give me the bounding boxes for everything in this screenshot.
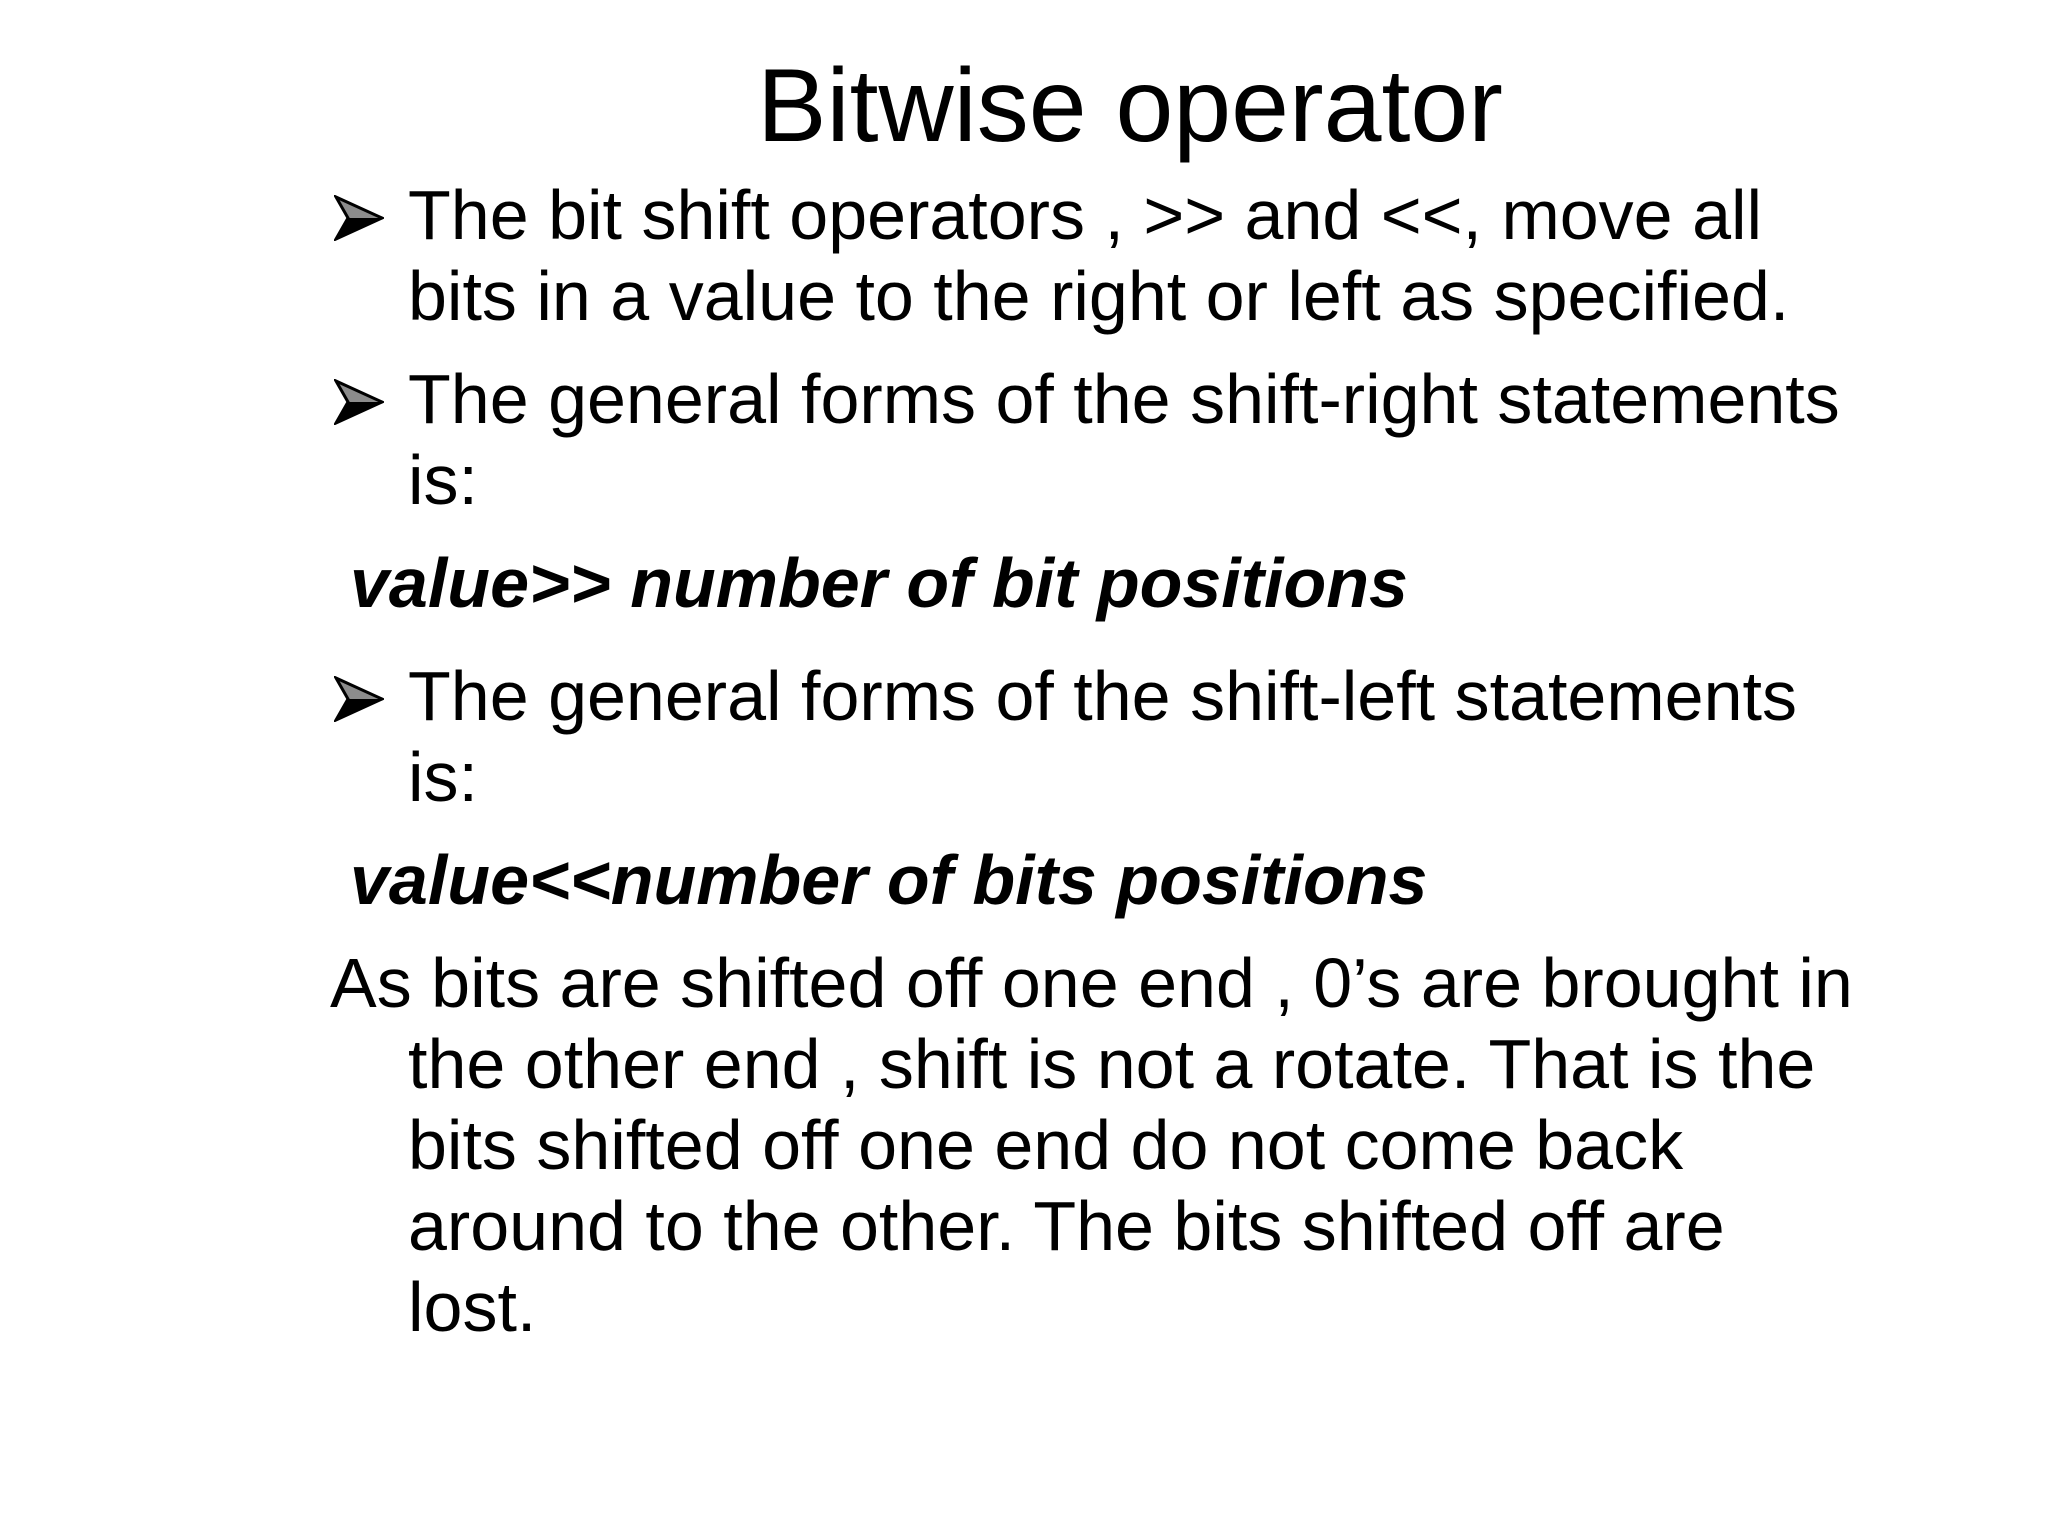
paragraph-line: lost. <box>408 1268 537 1346</box>
paragraph-line: As bits are shifted off one end , 0’s are brought in <box>330 944 1853 1022</box>
arrowhead-bullet-icon <box>330 175 392 256</box>
formula-shift-right: value>> number of bit positions <box>350 544 1408 622</box>
paragraph-line: around to the other. The bits shifted off are <box>408 1187 1725 1265</box>
bullet-line: bits in a value to the right or left as specified. <box>408 257 1790 335</box>
bullet-line: The bit shift operators , >> and <<, move all <box>408 176 1763 254</box>
slide-content <box>330 175 2040 1348</box>
formula-shift-left: value<<number of bits positions <box>350 841 1428 919</box>
bullet-line: is: <box>408 738 478 816</box>
explanation-paragraph <box>330 943 2040 1348</box>
arrowhead-bullet-icon <box>330 359 392 440</box>
bullet-item-shift-left <box>330 656 2040 818</box>
slide-title: Bitwise operator <box>757 48 1503 164</box>
bullet-item-shift-right <box>330 359 2040 521</box>
bullet-line: is: <box>408 441 478 519</box>
bullet-line: The general forms of the shift-right statements <box>408 360 1840 438</box>
paragraph-line: bits shifted off one end do not come back <box>408 1106 1684 1184</box>
bullet-item-shift-operators <box>330 175 2040 337</box>
arrowhead-bullet-icon <box>330 656 392 737</box>
paragraph-line: the other end , shift is not a rotate. That is the <box>408 1025 1816 1103</box>
bullet-line: The general forms of the shift-left statements <box>408 657 1797 735</box>
